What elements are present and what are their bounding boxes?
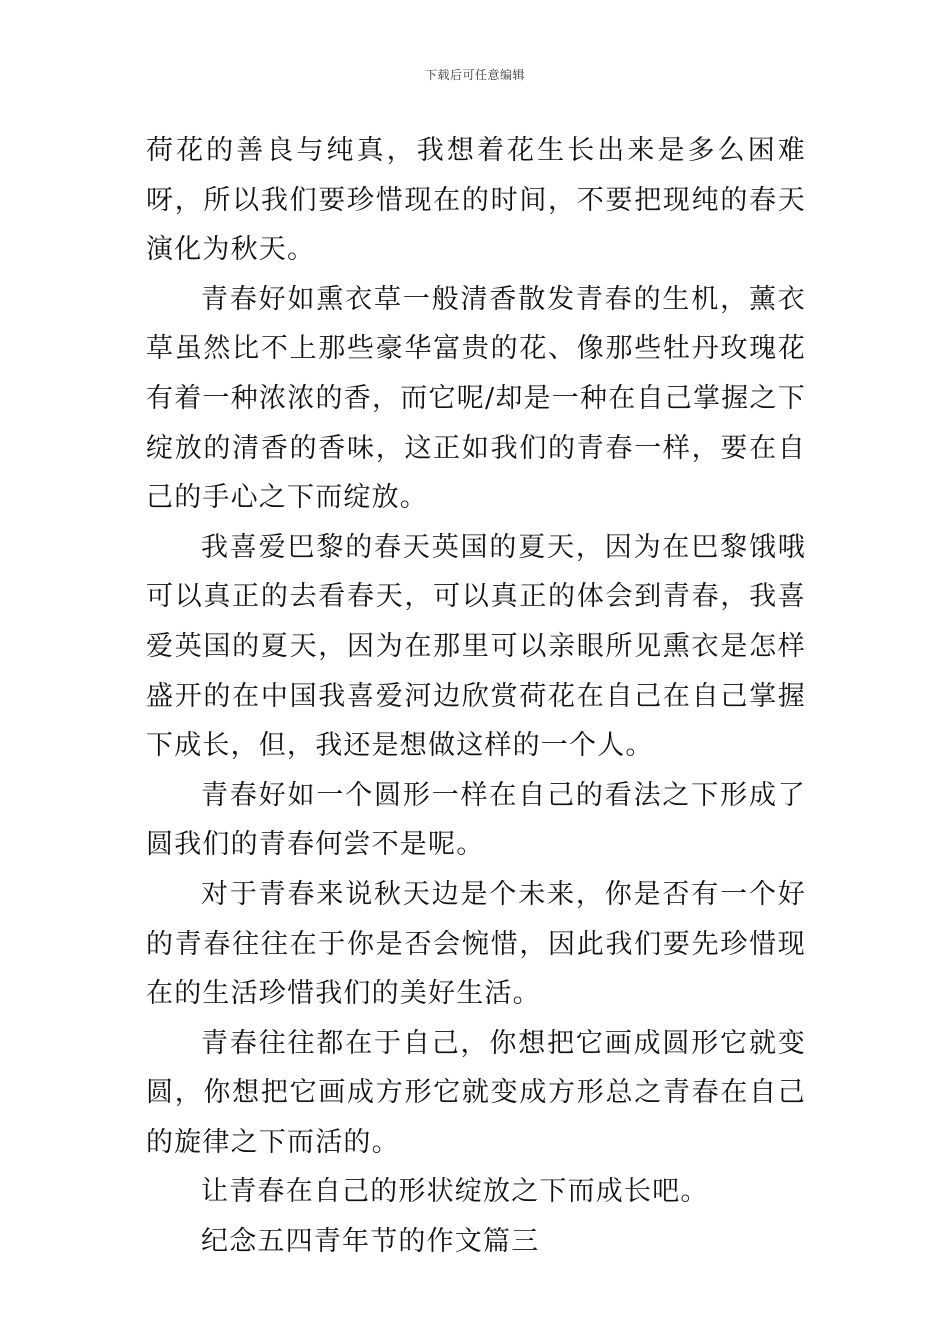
paragraph: 荷花的善良与纯真，我想着花生长出来是多么困难呀，所以我们要珍惜现在的时间，不要把现纯的春天演化为秋天。 xyxy=(146,135,806,266)
document-body xyxy=(146,126,806,1267)
paragraph: 让青春在自己的形状绽放之下而成长吧。 xyxy=(201,1176,709,1208)
paragraph: 对于青春来说秋天边是个未来，你是否有一个好的青春往往在于你是否会惋惜，因此我们要先珍惜现在的生活珍惜我们的美好生活。 xyxy=(146,878,806,1010)
page-header: 下载后可任意编辑 xyxy=(424,68,525,82)
paragraph: 青春好如一个圆形一样在自己的看法之下形成了圆我们的青春何尝不是呢。 xyxy=(146,779,806,861)
section-heading: 纪念五四青年节的作文篇三 xyxy=(201,1226,540,1258)
paragraph: 我喜爱巴黎的春天英国的夏天，因为在巴黎饿哦可以真正的去看春天，可以真正的体会到青春，我喜爱英国的夏天，因为在那里可以亲眼所见熏衣是怎样盛开的在中国我喜爱河边欣赏荷花在自己在自己掌握下成长，但，我还是想做这样的一个人。 xyxy=(146,531,806,762)
paragraph: 青春好如熏衣草一般清香散发青春的生机，薰衣草虽然比不上那些豪华富贵的花、像那些牡丹玫瑰花有着一种浓浓的香，而它呢/却是一种在自己掌握之下绽放的清香的香味，这正如我们的青春一样，要在自己的手心之下而绽放。 xyxy=(146,283,806,514)
paragraph: 青春往往都在于自己，你想把它画成圆形它就变圆，你想把它画成方形它就变成方形总之青春在自己的旋律之下而活的。 xyxy=(146,1027,806,1158)
